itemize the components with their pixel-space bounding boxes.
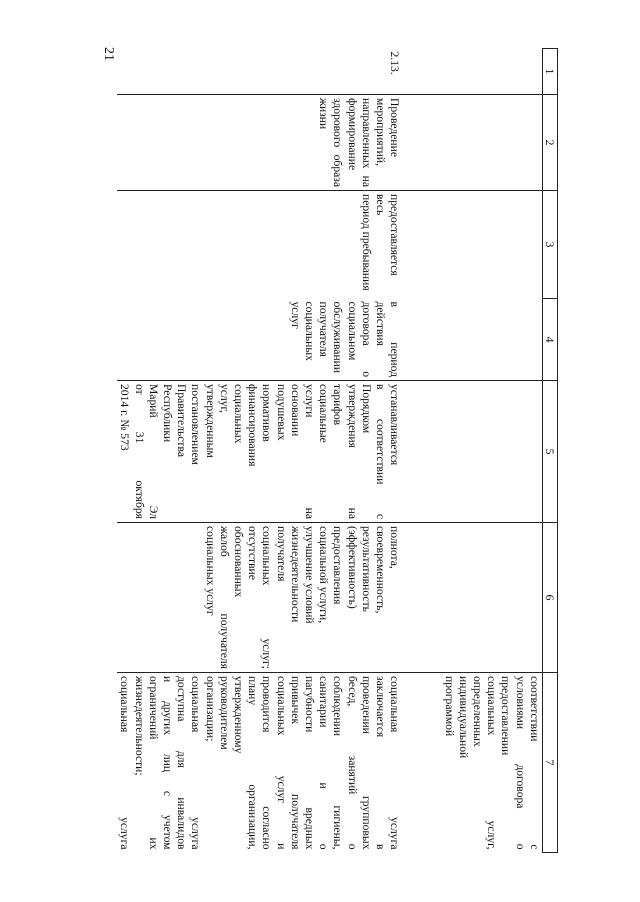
header-cell-3: 3 [542,191,557,299]
header-row [542,49,557,853]
header-cell-5: 5 [542,381,557,523]
continued-conditions-cell: соответствии с условиями договора о предоставлении социальных услуг, определенных индивидуальной программой [402,673,542,853]
row-number: 2.13. [117,49,402,95]
table-row-2-13 [117,49,402,853]
rotated-table-page [110,48,558,852]
service-conditions-cell: социальная услуга заключается в проведении групповых бесед, занятий о соблюдении гигиены, санитарии и о пагубности вредных привычек получателя социальных услуг и проводится согласно плану организации, утвержденному руководителем организации; социальная услуга доступна для инвалидов и других лиц с учетом ограничений их жизнедеятельности; социальная услуга [117,673,402,853]
tariff-cell: устанавливается в соответствии с Порядком утверждения на тарифов социальные услуги на основании подушевых нормативов финансирования социальных услуг, утвержденным постановлением Правительства Республики Марий Эл от 31 октября 2014 г. № 573 [117,381,402,523]
header-cell-2: 2 [542,95,557,191]
page-number: 21 [101,47,116,61]
quality-indicators-cell: полнота, своевременность, результативность (эффективность) предоставления социальной услуги, улучшение условий жизнедеятельности получателя социальных услуг; отсутствие обоснованных жалоб получателя социальных услуг [117,523,402,673]
header-cell-1: 1 [542,49,557,95]
header-cell-7: 7 [542,673,557,853]
service-term-cell: в период действия договора о социальном обслуживании получателя социальных услуг [288,301,402,377]
header-cell-4: 4 [542,299,557,381]
service-period-cell: предоставляется весь период пребывания [359,194,402,291]
services-table [117,48,558,853]
header-cell-6: 6 [542,523,557,673]
service-name-cell: Проведение мероприятий, направленных на формирование здорового образа жизни [117,95,402,191]
table-row-continued [402,49,542,853]
